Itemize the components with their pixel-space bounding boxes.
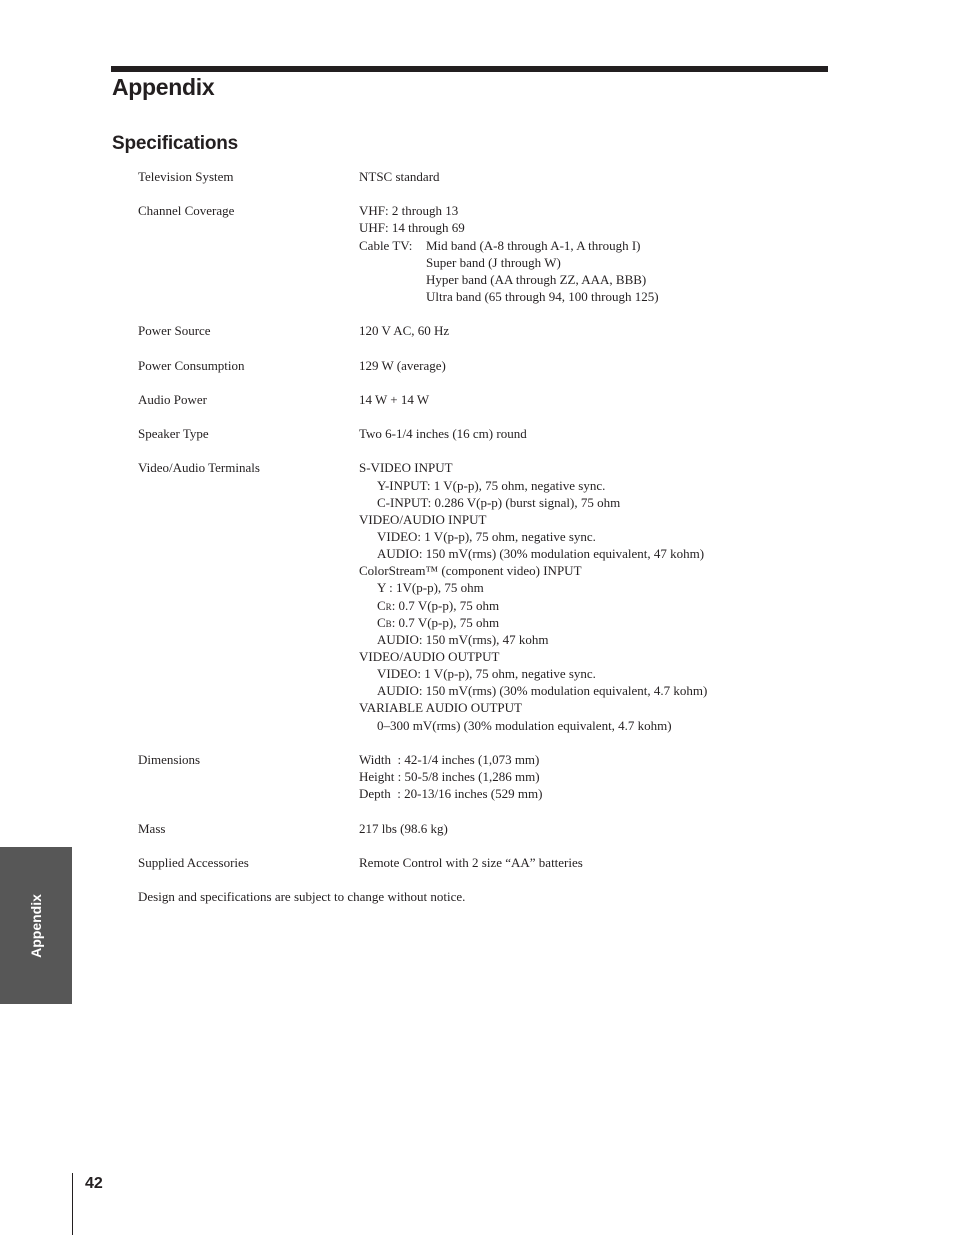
- footer-rule: [72, 1173, 73, 1235]
- spec-cable-band: Hyper band (AA through ZZ, AAA, BBB): [426, 272, 647, 287]
- spec-label-terminals: Video/Audio Terminals: [138, 460, 260, 475]
- spec-value-vhf: VHF: 2 through 13: [359, 203, 459, 218]
- cb-prefix: C: [377, 615, 386, 630]
- section-heading: Specifications: [112, 133, 239, 154]
- spec-label-accessories: Supplied Accessories: [138, 855, 249, 870]
- spec-cable-label: Cable TV:: [359, 238, 413, 253]
- spec-value-speaker: Two 6-1/4 inches (16 cm) round: [359, 426, 527, 441]
- cr-value: : 0.7 V(p-p), 75 ohm: [391, 598, 500, 613]
- spec-value-tv-system: NTSC standard: [359, 169, 440, 184]
- side-tab-label: Appendix: [28, 893, 44, 958]
- spec-value-audio-power: 14 W + 14 W: [359, 392, 430, 407]
- cr-sub: R: [385, 602, 392, 612]
- spec-label-dimensions: Dimensions: [138, 752, 201, 767]
- spec-label-channel: Channel Coverage: [138, 203, 235, 218]
- spec-value-accessories: Remote Control with 2 size “AA” batteries: [359, 855, 583, 870]
- spec-label-audio-power: Audio Power: [138, 392, 207, 407]
- spec-value-power-consumption: 129 W (average): [359, 358, 446, 373]
- terminal-detail: AUDIO: 150 mV(rms) (30% modulation equivalent, 47 kohm): [377, 546, 705, 561]
- terminal-detail: Y : 1V(p-p), 75 ohm: [377, 580, 484, 595]
- side-tab: [0, 847, 72, 1004]
- terminal-detail: AUDIO: 150 mV(rms), 47 kohm: [377, 632, 549, 647]
- page-number: 42: [85, 1175, 103, 1192]
- spec-value-uhf: UHF: 14 through 69: [359, 220, 465, 235]
- spec-label-tv-system: Television System: [138, 169, 234, 184]
- spec-label-power-source: Power Source: [138, 323, 211, 338]
- spec-cable-band: Mid band (A-8 through A-1, A through I): [426, 238, 641, 253]
- page-title: Appendix: [112, 74, 215, 100]
- cb-value: : 0.7 V(p-p), 75 ohm: [391, 615, 500, 630]
- cb-sub: B: [385, 619, 392, 629]
- spec-value-depth: Depth : 20-13/16 inches (529 mm): [359, 786, 543, 801]
- terminal-group-title: VIDEO/AUDIO INPUT: [359, 512, 487, 527]
- terminal-detail: C-INPUT: 0.286 V(p-p) (burst signal), 75 ohm: [377, 495, 621, 510]
- spec-label-speaker: Speaker Type: [138, 426, 209, 441]
- spec-value-power-source: 120 V AC, 60 Hz: [359, 323, 450, 338]
- spec-value-width: Width : 42-1/4 inches (1,073 mm): [359, 752, 540, 767]
- terminal-detail: 0–300 mV(rms) (30% modulation equivalent, 4.7 kohm): [377, 718, 672, 733]
- spec-cable-band: Super band (J through W): [426, 255, 561, 270]
- terminal-detail: VIDEO: 1 V(p-p), 75 ohm, negative sync.: [377, 529, 596, 544]
- spec-label-power-consumption: Power Consumption: [138, 358, 245, 373]
- header-rule: [111, 66, 828, 72]
- spec-cable-band: Ultra band (65 through 94, 100 through 125): [426, 289, 659, 304]
- spec-value-height: Height : 50-5/8 inches (1,286 mm): [359, 769, 540, 784]
- terminal-detail: VIDEO: 1 V(p-p), 75 ohm, negative sync.: [377, 666, 596, 681]
- cr-prefix: C: [377, 598, 386, 613]
- terminal-group-title: VIDEO/AUDIO OUTPUT: [359, 649, 500, 664]
- terminal-group-title: VARIABLE AUDIO OUTPUT: [359, 700, 522, 715]
- terminal-group-title: ColorStream™ (component video) INPUT: [359, 563, 582, 578]
- terminal-group-title: S-VIDEO INPUT: [359, 460, 453, 475]
- terminal-detail: Y-INPUT: 1 V(p-p), 75 ohm, negative sync.: [377, 478, 606, 493]
- disclaimer-note: Design and specifications are subject to change without notice.: [138, 889, 466, 904]
- terminal-detail: AUDIO: 150 mV(rms) (30% modulation equivalent, 4.7 kohm): [377, 683, 708, 698]
- spec-label-mass: Mass: [138, 821, 166, 836]
- spec-value-mass: 217 lbs (98.6 kg): [359, 821, 448, 836]
